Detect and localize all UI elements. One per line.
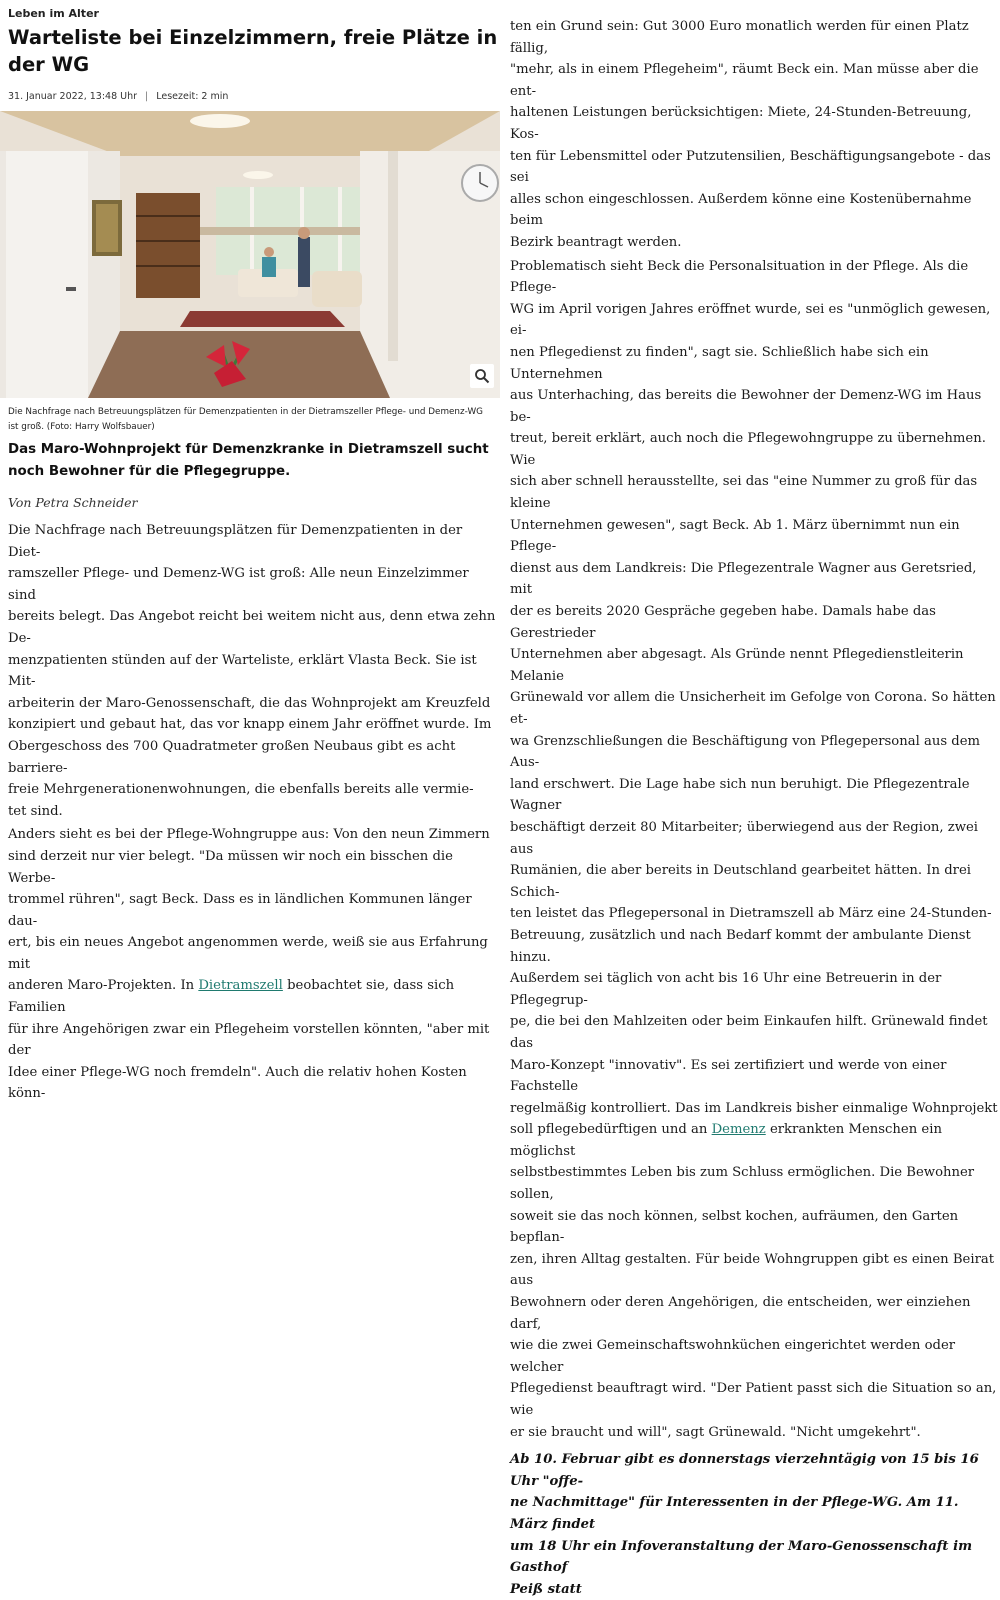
article-byline: Von Petra Schneider bbox=[8, 495, 138, 510]
room-photo-illustration bbox=[0, 111, 500, 398]
paragraph-text: Problematisch sieht Beck die Personalsituation in der Pflege. Als die Pflege- WG im April vorigen Jahres eröffnet wurde, sei es "unmöglich gewesen, ei- nen Pflegedienst zu finden", sagt sie. Schließlich habe sich ein Unternehmen aus Unterhaching, das bereits die Bewohner der Demenz-WG im Haus be- treut, bereit erklärt, auch noch die Pflegewohngruppe zu übernehmen. Wie sich aber schnell herausstellte, sei das "eine Nummer zu groß für das kleine Unternehmen gewesen", sagt Beck. Ab 1. März übernimmt nun ein Pflege- dienst aus dem Landkreis: Die Pflegezentrale Wagner aus Geretsried, mit der es bereits 2020 Gespräche gegeben habe. Damals habe das Gerestrieder Unternehmen aber abgesagt. Als Gründe nennt Pflegedienstleiterin Melanie Grünewald vor allem die Unsicherheit im Gefolge von Corona. So hätten et- wa Grenzschließungen die Beschäftigung von Pflegepersonal aus dem Aus- land erschwert. Die Lage habe sich nun beruhigt. Die Pflegezentrale Wagner beschäftigt derzeit 80 Mitarbeiter; überwiegend aus der Region, zwei aus Rumänien, die aber bereits in Deutschland gearbeitet hätten. In drei Schich- ten leistet das Pflegepersonal in Dietramszell ab März eine 24-Stunden- Betreuung, zusätzlich und nach Bedarf kommt der ambulante Dienst hinzu. Außerdem sei täglich von acht bis 16 Uhr eine Betreuerin in der Pflegegrup- pe, die bei den Mahlzeiten oder beim Einkaufen hilft. Grünewald findet das Maro-Konzept "innovativ". Es sei zertifiziert und werde von einer Fachstelle regelmäßig kontrolliert. Das im Landkreis bisher einmalige Wohnprojekt soll pflegebedürftigen und an bbox=[510, 258, 998, 1138]
paragraph: Die Nachfrage nach Betreuungsplätzen für Demenzpatienten in der Diet- ramszeller Pflege- und Demenz-WG ist groß: Alle neun Einzelzimmer sind bereits belegt. Das Angebot reicht bei weitem nicht aus, denn etwa zehn De- menzpatienten stünden auf der Warteliste, erklärt Vlasta Beck. Sie ist Mit- arbeiterin der Maro-Genossenschaft, die das Wohnprojekt am Kreuzfeld konzipiert und gebaut hat, das vor knapp einem Jahr eröffnet wurde. Im Obergeschoss des 700 Quadratmeter großen Neubaus gibt es acht barriere- freie Mehrgenerationenwohnungen, die ebenfalls bereits alle vermie- tet sind. bbox=[8, 523, 496, 819]
article-photo bbox=[0, 111, 500, 398]
paragraph bbox=[8, 824, 496, 1105]
article-headline: Warteliste bei Einzelzimmern, freie Plätze in der WG bbox=[8, 26, 498, 76]
publish-date: 31. Januar 2022, 13:48 Uhr bbox=[8, 91, 138, 102]
paragraph-text: erkrankten Menschen ein möglichst selbstbestimmtes Leben bis zum Schluss ermöglichen. Die Bewohner sollen, soweit sie das noch können, selbst kochen, aufräumen, den Garten bepflan- zen, ihren Alltag gestalten. Für beide Wohngruppen gibt es einen Beirat aus Bewohnern oder deren Angehörigen, die entscheiden, wer einziehen darf, wie die zwei Gemeinschaftswohnküchen eingerichtet werden oder welcher Pflegedienst beauftragt wird. "Der Patient passt sich die Situation so an, wie er sie braucht und will", sagt Grünewald. "Nicht umgekehrt". bbox=[510, 1122, 997, 1440]
reading-time: Lesezeit: 2 min bbox=[156, 91, 229, 102]
body-text-left bbox=[8, 520, 496, 1107]
zoom-button[interactable] bbox=[470, 364, 494, 388]
paragraph: ten ein Grund sein: Gut 3000 Euro monatlich werden für einen Platz fällig, "mehr, als in einem Pflegeheim", räumt Beck ein. Man müsse aber die ent- haltenen Leistungen berücksichtigen: Miete, 24-Stunden-Betreuung, Kos- ten für Lebensmittel oder Putzutensilien, Beschäftigungsangebote - das sei alles schon eingeschlossen. Außerdem könne eine Kostenübernahme beim Bezirk beantragt werden. bbox=[510, 19, 991, 250]
magnifier-icon bbox=[474, 368, 490, 384]
article-teaser: Das Maro-Wohnprojekt für Demenzkranke in Dietramszell sucht noch Bewohner für die Pflegegruppe. bbox=[8, 442, 489, 479]
meta-separator: | bbox=[145, 91, 149, 102]
event-note: Ab 10. Februar gibt es donnerstags vierzehntägig von 15 bis 16 Uhr "offe- ne Nachmittage" für Interessenten in der Pflege-WG. Am 11. März findet um 18 Uhr ein Infoveranstaltung der Maro-Genossenschaft im Gasthof Peiß statt bbox=[510, 1452, 979, 1597]
photo-caption: Die Nachfrage nach Betreuungsplätzen für Demenzpatienten in der Dietramszeller Pflege- und Demenz-WG ist groß. (Foto: Harry Wolfsbauer) bbox=[8, 407, 483, 432]
body-text-right bbox=[510, 16, 998, 1600]
paragraph bbox=[510, 256, 998, 1444]
paragraph-text: beobachtet sie, dass sich Familien für ihre Angehörigen zwar ein Pflegeheim vorstellen könnten, "aber mit der Idee einer Pflege-WG noch fremdeln". Auch die relativ hohen Kosten könn- bbox=[8, 978, 490, 1102]
article-meta bbox=[8, 91, 228, 102]
link-dietramszell[interactable]: Dietramszell bbox=[198, 978, 283, 994]
paragraph-text: Anders sieht es bei der Pflege-Wohngruppe aus: Von den neun Zimmern sind derzeit nur vier belegt. "Da müssen wir noch ein bisschen die Werbe- trommel rühren", sagt Beck. Dass es in ländlichen Kommunen länger dau- ert, bis ein neues Angebot angenommen werde, weiß sie aus Erfahrung mit anderen Maro-Projekten. In bbox=[8, 827, 490, 994]
link-demenz[interactable]: Demenz bbox=[711, 1122, 766, 1138]
article-kicker: Leben im Alter bbox=[8, 7, 99, 20]
